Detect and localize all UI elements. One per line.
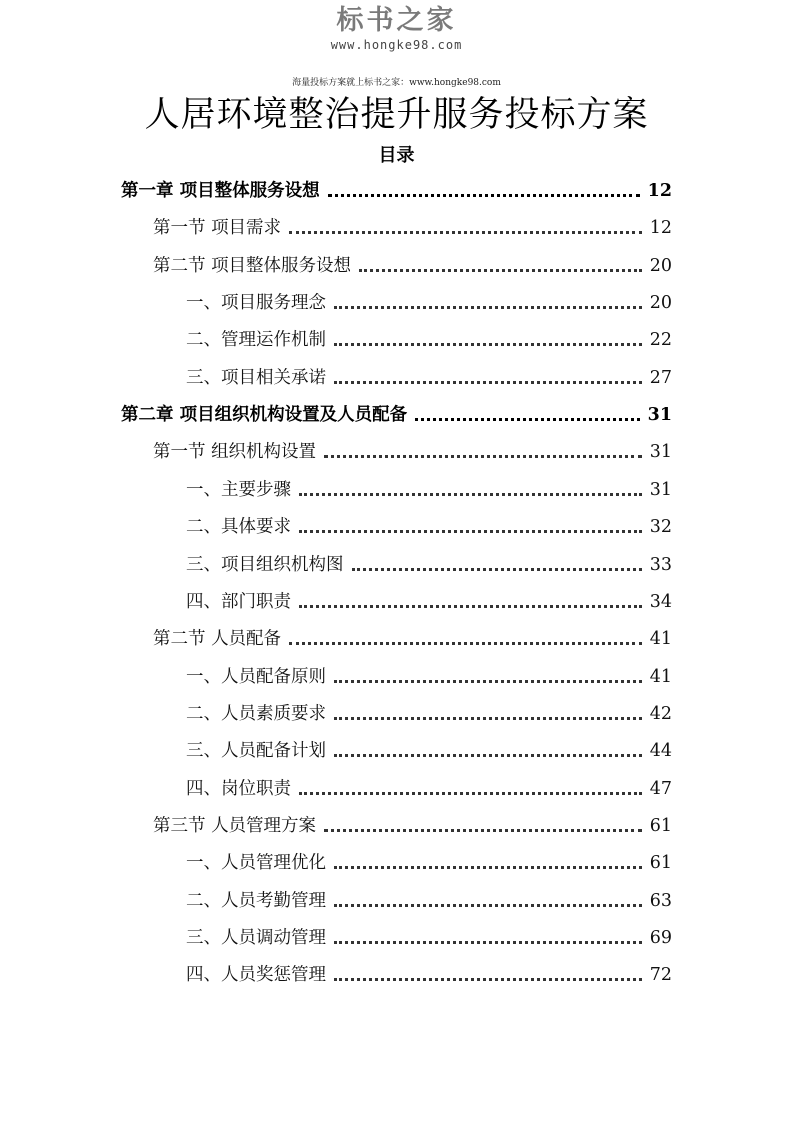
toc-entry-page: 22 [649,330,672,351]
toc-entry[interactable] [186,363,672,389]
toc-entry-page: 47 [649,778,672,799]
toc-dot-leader [359,269,642,272]
toc-entry[interactable] [153,251,672,277]
toc-entry[interactable] [153,624,672,650]
toc-entry[interactable] [153,213,672,239]
toc-entry[interactable] [186,774,672,800]
toc-entry-title: 二、人员考勤管理 [186,890,326,911]
toc-entry-title: 第一节 组织机构设置 [153,442,317,463]
toc-entry-title: 第二节 人员配备 [153,629,282,650]
toc-entry-page: 34 [649,591,672,612]
toc-entry-page: 33 [649,554,672,575]
toc-entry-title: 第三节 人员管理方案 [153,815,317,836]
toc-entry[interactable] [153,437,672,463]
toc-entry-page: 20 [649,293,672,314]
logo-url: www.hongke98.com [330,38,463,52]
toc-entry-title: 三、人员配备计划 [186,741,326,762]
toc-dot-leader [334,680,642,683]
toc-entry-title: 三、人员调动管理 [186,928,326,948]
toc-entry-title: 第一章 项目整体服务设想 [121,181,320,201]
toc-entry-title: 第二章 项目组织机构设置及人员配备 [121,405,408,426]
toc-entry[interactable] [186,662,672,688]
toc-entry[interactable] [186,550,672,576]
toc-entry[interactable] [186,325,672,351]
toc-entry-title: 四、人员奖惩管理 [186,965,326,986]
toc-entry-title: 一、主要步骤 [186,479,291,500]
toc-entry-page: 44 [649,741,672,762]
toc-entry-title: 二、管理运作机制 [186,330,326,351]
toc-entry-page: 32 [649,517,672,538]
toc-entry-page: 20 [649,255,672,276]
toc-entry-page: 61 [649,853,672,874]
toc-dot-leader [334,343,642,346]
toc-entry[interactable] [121,176,672,202]
site-logo [0,4,793,52]
toc-dot-leader [352,568,642,571]
toc-entry[interactable] [121,400,672,426]
toc-dot-leader [299,493,642,496]
toc-dot-leader [334,754,642,757]
toc-entry-title: 一、项目服务理念 [186,293,326,314]
toc-entry-page: 61 [649,815,672,836]
toc-entry-page: 63 [649,890,672,911]
toc-entry-title: 三、项目相关承诺 [186,367,326,388]
logo-text: 标书之家 [336,5,457,36]
toc-entry[interactable] [186,699,672,725]
toc-entry-page: 69 [649,928,672,948]
toc-dot-leader [334,866,642,869]
toc-entry-title: 二、人员素质要求 [186,703,326,724]
toc-entry-title: 第一节 项目需求 [153,218,282,239]
toc-dot-leader [328,194,640,197]
toc-dot-leader [415,418,640,421]
toc-entry[interactable] [186,587,672,613]
toc-entry[interactable] [186,736,672,762]
toc-entry-title: 一、人员管理优化 [186,853,326,874]
toc-entry[interactable] [153,811,672,837]
toc-entry-page: 12 [647,181,672,201]
toc-entry-page: 27 [649,367,672,388]
promo-line: 海量投标方案就上标书之家：www.hongke98.com [292,78,501,88]
toc-entry[interactable] [186,923,672,949]
toc-dot-leader [324,829,642,832]
toc-entry-title: 第二节 项目整体服务设想 [153,255,352,276]
toc-entry-page: 41 [649,629,672,650]
toc-dot-leader [324,455,642,458]
toc-dot-leader [299,530,642,533]
toc-entry-page: 31 [649,479,672,500]
toc-entry[interactable] [186,886,672,912]
toc-entry[interactable] [186,848,672,874]
toc-dot-leader [289,231,642,234]
toc-dot-leader [289,642,642,645]
toc-dot-leader [334,941,642,944]
toc-entry-page: 41 [649,666,672,687]
toc-entry[interactable] [186,475,672,501]
toc-dot-leader [299,792,642,795]
toc-entry[interactable] [186,288,672,314]
toc-entry-title: 二、具体要求 [186,517,291,538]
toc-entry-title: 一、人员配备原则 [186,666,326,687]
toc-entry[interactable] [186,960,672,986]
toc-entry-title: 四、部门职责 [186,591,291,612]
document-title: 人居环境整治提升服务投标方案 [144,95,649,135]
toc-heading: 目录 [378,145,415,166]
toc-entry[interactable] [186,512,672,538]
toc-entry-page: 31 [649,442,672,463]
toc-entry-page: 72 [649,965,672,986]
toc-dot-leader [334,717,642,720]
toc-entry-title: 四、岗位职责 [186,778,291,799]
toc-dot-leader [334,978,642,981]
toc-entry-page: 42 [649,703,672,724]
toc-dot-leader [334,904,642,907]
toc-dot-leader [334,306,642,309]
toc-dot-leader [334,381,642,384]
toc-dot-leader [299,605,642,608]
toc-entry-page: 12 [649,218,672,239]
toc-entry-page: 31 [647,405,672,426]
toc-entry-title: 三、项目组织机构图 [186,554,344,575]
